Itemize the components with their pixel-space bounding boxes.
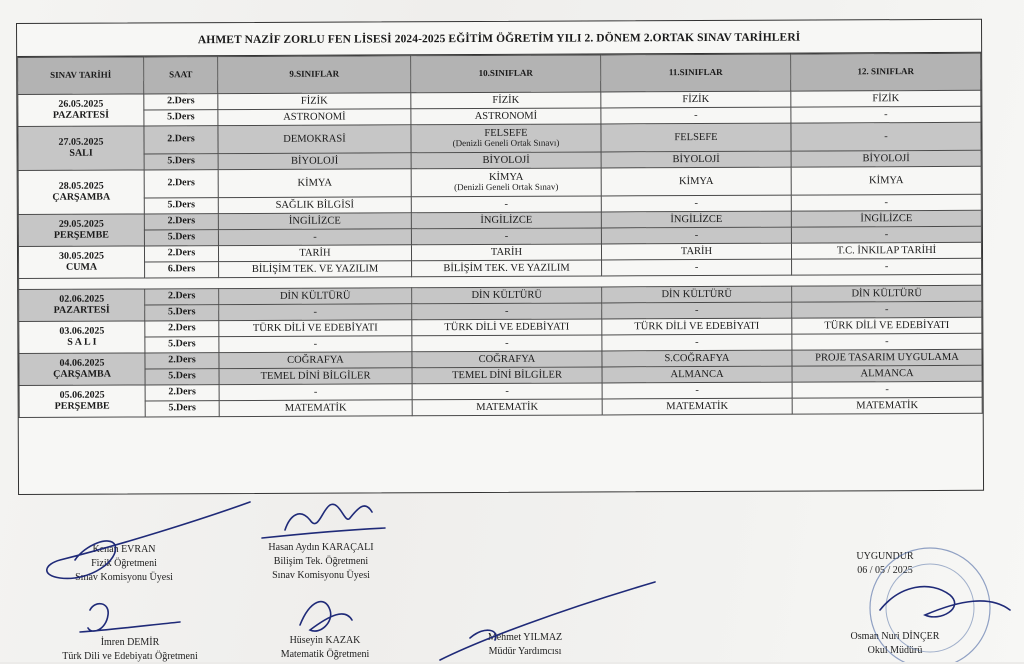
header-row xyxy=(18,53,981,94)
subject-cell-grade-12: FİZİK xyxy=(791,90,981,107)
subject-cell-grade-12: BİYOLOJİ xyxy=(791,150,981,167)
signer-name: Hasan Aydın KARAÇALI xyxy=(268,542,374,553)
subject-cell-grade-12: - xyxy=(792,333,982,350)
period-cell: 2.Ders xyxy=(144,170,218,198)
header-grade-10: 10.SINIFLAR xyxy=(411,55,601,93)
schedule-row xyxy=(18,122,981,154)
subject-cell-grade-12: - xyxy=(792,381,982,398)
subject-name: KİMYA xyxy=(488,172,524,184)
subject-cell-grade-12: TÜRK DİLİ VE EDEBİYATI xyxy=(792,317,982,334)
signature-stroke-demir xyxy=(80,604,180,632)
exam-date: 02.06.2025 xyxy=(59,293,105,305)
subject-cell-grade-12: DİN KÜLTÜRÜ xyxy=(792,285,982,302)
subject-cell-grade-9: - xyxy=(219,336,412,353)
exam-date: 27.05.2025 xyxy=(58,136,104,148)
exam-date-cell xyxy=(18,246,144,279)
exam-date: 05.06.2025 xyxy=(59,389,105,401)
subject-cell-grade-10: - xyxy=(411,228,601,245)
exam-weekday: PERŞEMBE xyxy=(54,400,110,412)
signer-name: Mehmet YILMAZ xyxy=(487,632,563,643)
subject-cell-grade-10: ASTRONOMİ xyxy=(411,108,601,125)
subject-cell-grade-9: DİN KÜLTÜRÜ xyxy=(219,288,412,305)
exam-weekday: SALI xyxy=(69,147,93,159)
exam-weekday: ÇARŞAMBA xyxy=(52,191,111,203)
period-cell: 2.Ders xyxy=(145,289,219,305)
period-cell: 5.Ders xyxy=(145,305,219,321)
schedule-row xyxy=(19,397,982,417)
period-cell: 2.Ders xyxy=(144,126,218,154)
subject-cell-grade-12: PROJE TASARIM UYGULAMA xyxy=(792,349,982,366)
subject-cell-grade-9: - xyxy=(219,384,412,401)
subject-cell-grade-11: DİN KÜLTÜRÜ xyxy=(602,286,792,303)
subject-cell-grade-11: TÜRK DİLİ VE EDEBİYATI xyxy=(602,318,792,335)
subject-cell-grade-11: BİYOLOJİ xyxy=(601,151,791,168)
exam-date: 30.05.2025 xyxy=(58,250,105,262)
subject-cell-grade-11: FİZİK xyxy=(601,91,791,108)
exam-date: 29.05.2025 xyxy=(58,218,104,230)
subject-cell-grade-11: KİMYA xyxy=(601,167,791,196)
exam-date-cell xyxy=(19,353,145,386)
subject-cell-grade-9: KİMYA xyxy=(218,169,411,198)
approval-date: 06 / 05 / 2025 xyxy=(857,565,913,576)
subject-cell-grade-11: - xyxy=(602,382,792,399)
exam-date-cell xyxy=(18,214,144,247)
signature-kenan-evran xyxy=(44,543,204,585)
signature-huseyin-kazak xyxy=(250,634,400,662)
exam-date: 28.05.2025 xyxy=(58,180,104,192)
subject-cell-grade-11: FELSEFE xyxy=(601,123,791,152)
subject-cell-grade-10: TÜRK DİLİ VE EDEBİYATI xyxy=(412,319,602,336)
exam-weekday: PERŞEMBE xyxy=(53,229,109,241)
subject-cell-grade-10: BİYOLOJİ xyxy=(411,152,601,169)
period-cell: 5.Ders xyxy=(144,230,218,246)
header-exam-date: SINAV TARİHİ xyxy=(18,57,144,95)
period-cell: 2.Ders xyxy=(145,353,219,369)
exam-weekday: CUMA xyxy=(65,261,98,273)
signature-stroke-dincer xyxy=(880,587,1010,617)
signature-hasan-aydin-karacali xyxy=(236,541,406,583)
signature-mehmet-yilmaz xyxy=(450,631,600,659)
subject-cell-grade-12: İNGİLİZCE xyxy=(791,210,981,227)
signature-imren-demir xyxy=(40,636,220,664)
signature-osman-nuri-dincer xyxy=(820,630,970,658)
subject-cell-grade-12: MATEMATİK xyxy=(792,397,982,414)
subject-cell-grade-10: COĞRAFYA xyxy=(412,351,602,368)
period-cell: 2.Ders xyxy=(145,321,219,337)
subject-cell-grade-9: FİZİK xyxy=(218,93,411,110)
header-grade-11: 11.SINIFLAR xyxy=(601,54,791,92)
exam-date-cell xyxy=(19,289,145,322)
signer-role: Sınav Komisyonu Üyesi xyxy=(272,570,370,581)
header-grade-12: 12. SINIFLAR xyxy=(791,53,981,91)
exam-weekday: PAZARTESİ xyxy=(52,109,110,121)
exam-schedule-table xyxy=(17,53,983,418)
exam-date-cell xyxy=(18,126,144,171)
subject-cell-grade-10: İNGİLİZCE xyxy=(411,212,601,229)
exam-date-cell xyxy=(19,385,145,418)
schedule-row xyxy=(18,166,981,198)
exam-date: 03.06.2025 xyxy=(59,325,105,337)
subject-cell-grade-10 xyxy=(411,168,601,197)
period-cell: 2.Ders xyxy=(145,385,219,401)
period-cell: 5.Ders xyxy=(145,337,219,353)
exam-date: 04.06.2025 xyxy=(59,357,105,369)
period-cell: 5.Ders xyxy=(145,401,219,417)
subject-cell-grade-9: - xyxy=(218,229,411,246)
signer-title: Matematik Öğretmeni xyxy=(280,649,370,660)
header-period: SAAT xyxy=(144,57,218,94)
subject-cell-grade-10: BİLİŞİM TEK. VE YAZILIM xyxy=(412,260,602,277)
exam-weekday: S A L I xyxy=(67,336,97,348)
exam-weekday: ÇARŞAMBA xyxy=(53,368,111,380)
subject-cell-grade-9: İNGİLİZCE xyxy=(218,213,411,230)
signer-title: Fizik Öğretmeni xyxy=(91,558,157,569)
subject-cell-grade-12: KİMYA xyxy=(791,166,981,195)
signature-stroke-karacali xyxy=(262,504,385,538)
subject-cell-grade-10: MATEMATİK xyxy=(412,399,602,416)
subject-cell-grade-10: - xyxy=(412,383,602,400)
subject-cell-grade-9: TEMEL DİNİ BİLGİLER xyxy=(219,368,412,385)
header-grade-9: 9.SINIFLAR xyxy=(218,56,411,94)
subject-cell-grade-12: - xyxy=(792,301,982,318)
subject-cell-grade-12: T.C. İNKILAP TARİHİ xyxy=(791,242,981,259)
subject-cell-grade-9: BİLİŞİM TEK. VE YAZILIM xyxy=(219,261,412,278)
subject-cell-grade-11: İNGİLİZCE xyxy=(601,211,791,228)
subject-cell-grade-9: ASTRONOMİ xyxy=(218,109,411,126)
exam-date-cell xyxy=(18,94,144,127)
subject-name: FELSEFE xyxy=(484,128,528,140)
subject-cell-grade-11: - xyxy=(601,195,791,212)
subject-cell-grade-12: - xyxy=(791,122,981,151)
signer-name: Kenan EVRAN xyxy=(92,544,156,555)
subject-cell-grade-9: MATEMATİK xyxy=(219,400,412,417)
signer-title: Okul Müdürü xyxy=(867,645,923,656)
subject-cell-grade-10 xyxy=(411,124,601,153)
subject-cell-grade-10: - xyxy=(412,303,602,320)
subject-note: (Denizli Geneli Ortak Sınavı) xyxy=(452,137,560,149)
period-cell: 5.Ders xyxy=(144,110,218,126)
exam-weekday: PAZARTESİ xyxy=(53,304,110,316)
subject-cell-grade-12: - xyxy=(791,226,981,243)
subject-cell-grade-11: TARİH xyxy=(601,243,791,260)
exam-date: 26.05.2025 xyxy=(58,98,104,110)
subject-cell-grade-11: ALMANCA xyxy=(602,366,792,383)
signature-stroke-kazak xyxy=(300,602,352,632)
signer-title: Müdür Yardımcısı xyxy=(488,646,562,657)
period-cell: 2.Ders xyxy=(144,94,218,110)
exam-date-cell xyxy=(19,321,145,354)
document-title: AHMET NAZİF ZORLU FEN LİSESİ 2024-2025 EĞİTİM ÖĞRETİM YILI 2. DÖNEM 2.ORTAK SINAV TARİHLERİ xyxy=(17,20,981,57)
subject-cell-grade-9: - xyxy=(219,304,412,321)
subject-cell-grade-11: - xyxy=(602,334,792,351)
subject-cell-grade-11: - xyxy=(602,302,792,319)
subject-cell-grade-10: TARİH xyxy=(411,244,601,261)
exam-date-cell xyxy=(18,170,144,215)
period-cell: 5.Ders xyxy=(144,154,218,170)
subject-cell-grade-9: TARİH xyxy=(218,245,411,262)
schedule-body xyxy=(18,90,982,417)
subject-cell-grade-11: - xyxy=(601,107,791,124)
subject-cell-grade-10: - xyxy=(411,196,601,213)
exam-schedule-sheet xyxy=(16,19,984,495)
subject-cell-grade-11: MATEMATİK xyxy=(602,398,792,415)
subject-cell-grade-11: - xyxy=(602,259,792,276)
subject-cell-grade-9: TÜRK DİLİ VE EDEBİYATI xyxy=(219,320,412,337)
subject-cell-grade-9: SAĞLIK BİLGİSİ xyxy=(218,197,411,214)
signer-name: İmren DEMİR xyxy=(100,637,160,648)
subject-cell-grade-9: BİYOLOJİ xyxy=(218,153,411,170)
approval-label: UYGUNDUR xyxy=(856,551,914,562)
signer-name: Osman Nuri DİNÇER xyxy=(850,631,940,642)
subject-cell-grade-9: COĞRAFYA xyxy=(219,352,412,369)
subject-cell-grade-12: - xyxy=(792,258,982,275)
period-cell: 2.Ders xyxy=(144,246,218,262)
subject-cell-grade-10: TEMEL DİNİ BİLGİLER xyxy=(412,367,602,384)
subject-cell-grade-10: DİN KÜLTÜRÜ xyxy=(412,287,602,304)
subject-cell-grade-9: DEMOKRASİ xyxy=(218,125,411,154)
subject-note: (Denizli Geneli Ortak Sınav) xyxy=(454,181,559,193)
subject-cell-grade-11: - xyxy=(601,227,791,244)
period-cell: 5.Ders xyxy=(145,369,219,385)
subject-cell-grade-10: - xyxy=(412,335,602,352)
subject-cell-grade-11: S.COĞRAFYA xyxy=(602,350,792,367)
approval-block xyxy=(820,550,950,578)
subject-cell-grade-10: FİZİK xyxy=(411,92,601,109)
period-cell: 6.Ders xyxy=(145,262,219,278)
subject-cell-grade-12: - xyxy=(791,106,981,123)
period-cell: 2.Ders xyxy=(144,214,218,230)
period-cell: 5.Ders xyxy=(144,198,218,214)
signer-name: Hüseyin KAZAK xyxy=(289,635,361,646)
subject-cell-grade-12: ALMANCA xyxy=(792,365,982,382)
signer-role: Sınav Komisyonu Üyesi xyxy=(75,572,173,583)
signer-title: Türk Dili ve Edebiyatı Öğretmeni xyxy=(62,651,198,662)
subject-cell-grade-12: - xyxy=(791,194,981,211)
signer-title: Bilişim Tek. Öğretmeni xyxy=(273,556,369,567)
